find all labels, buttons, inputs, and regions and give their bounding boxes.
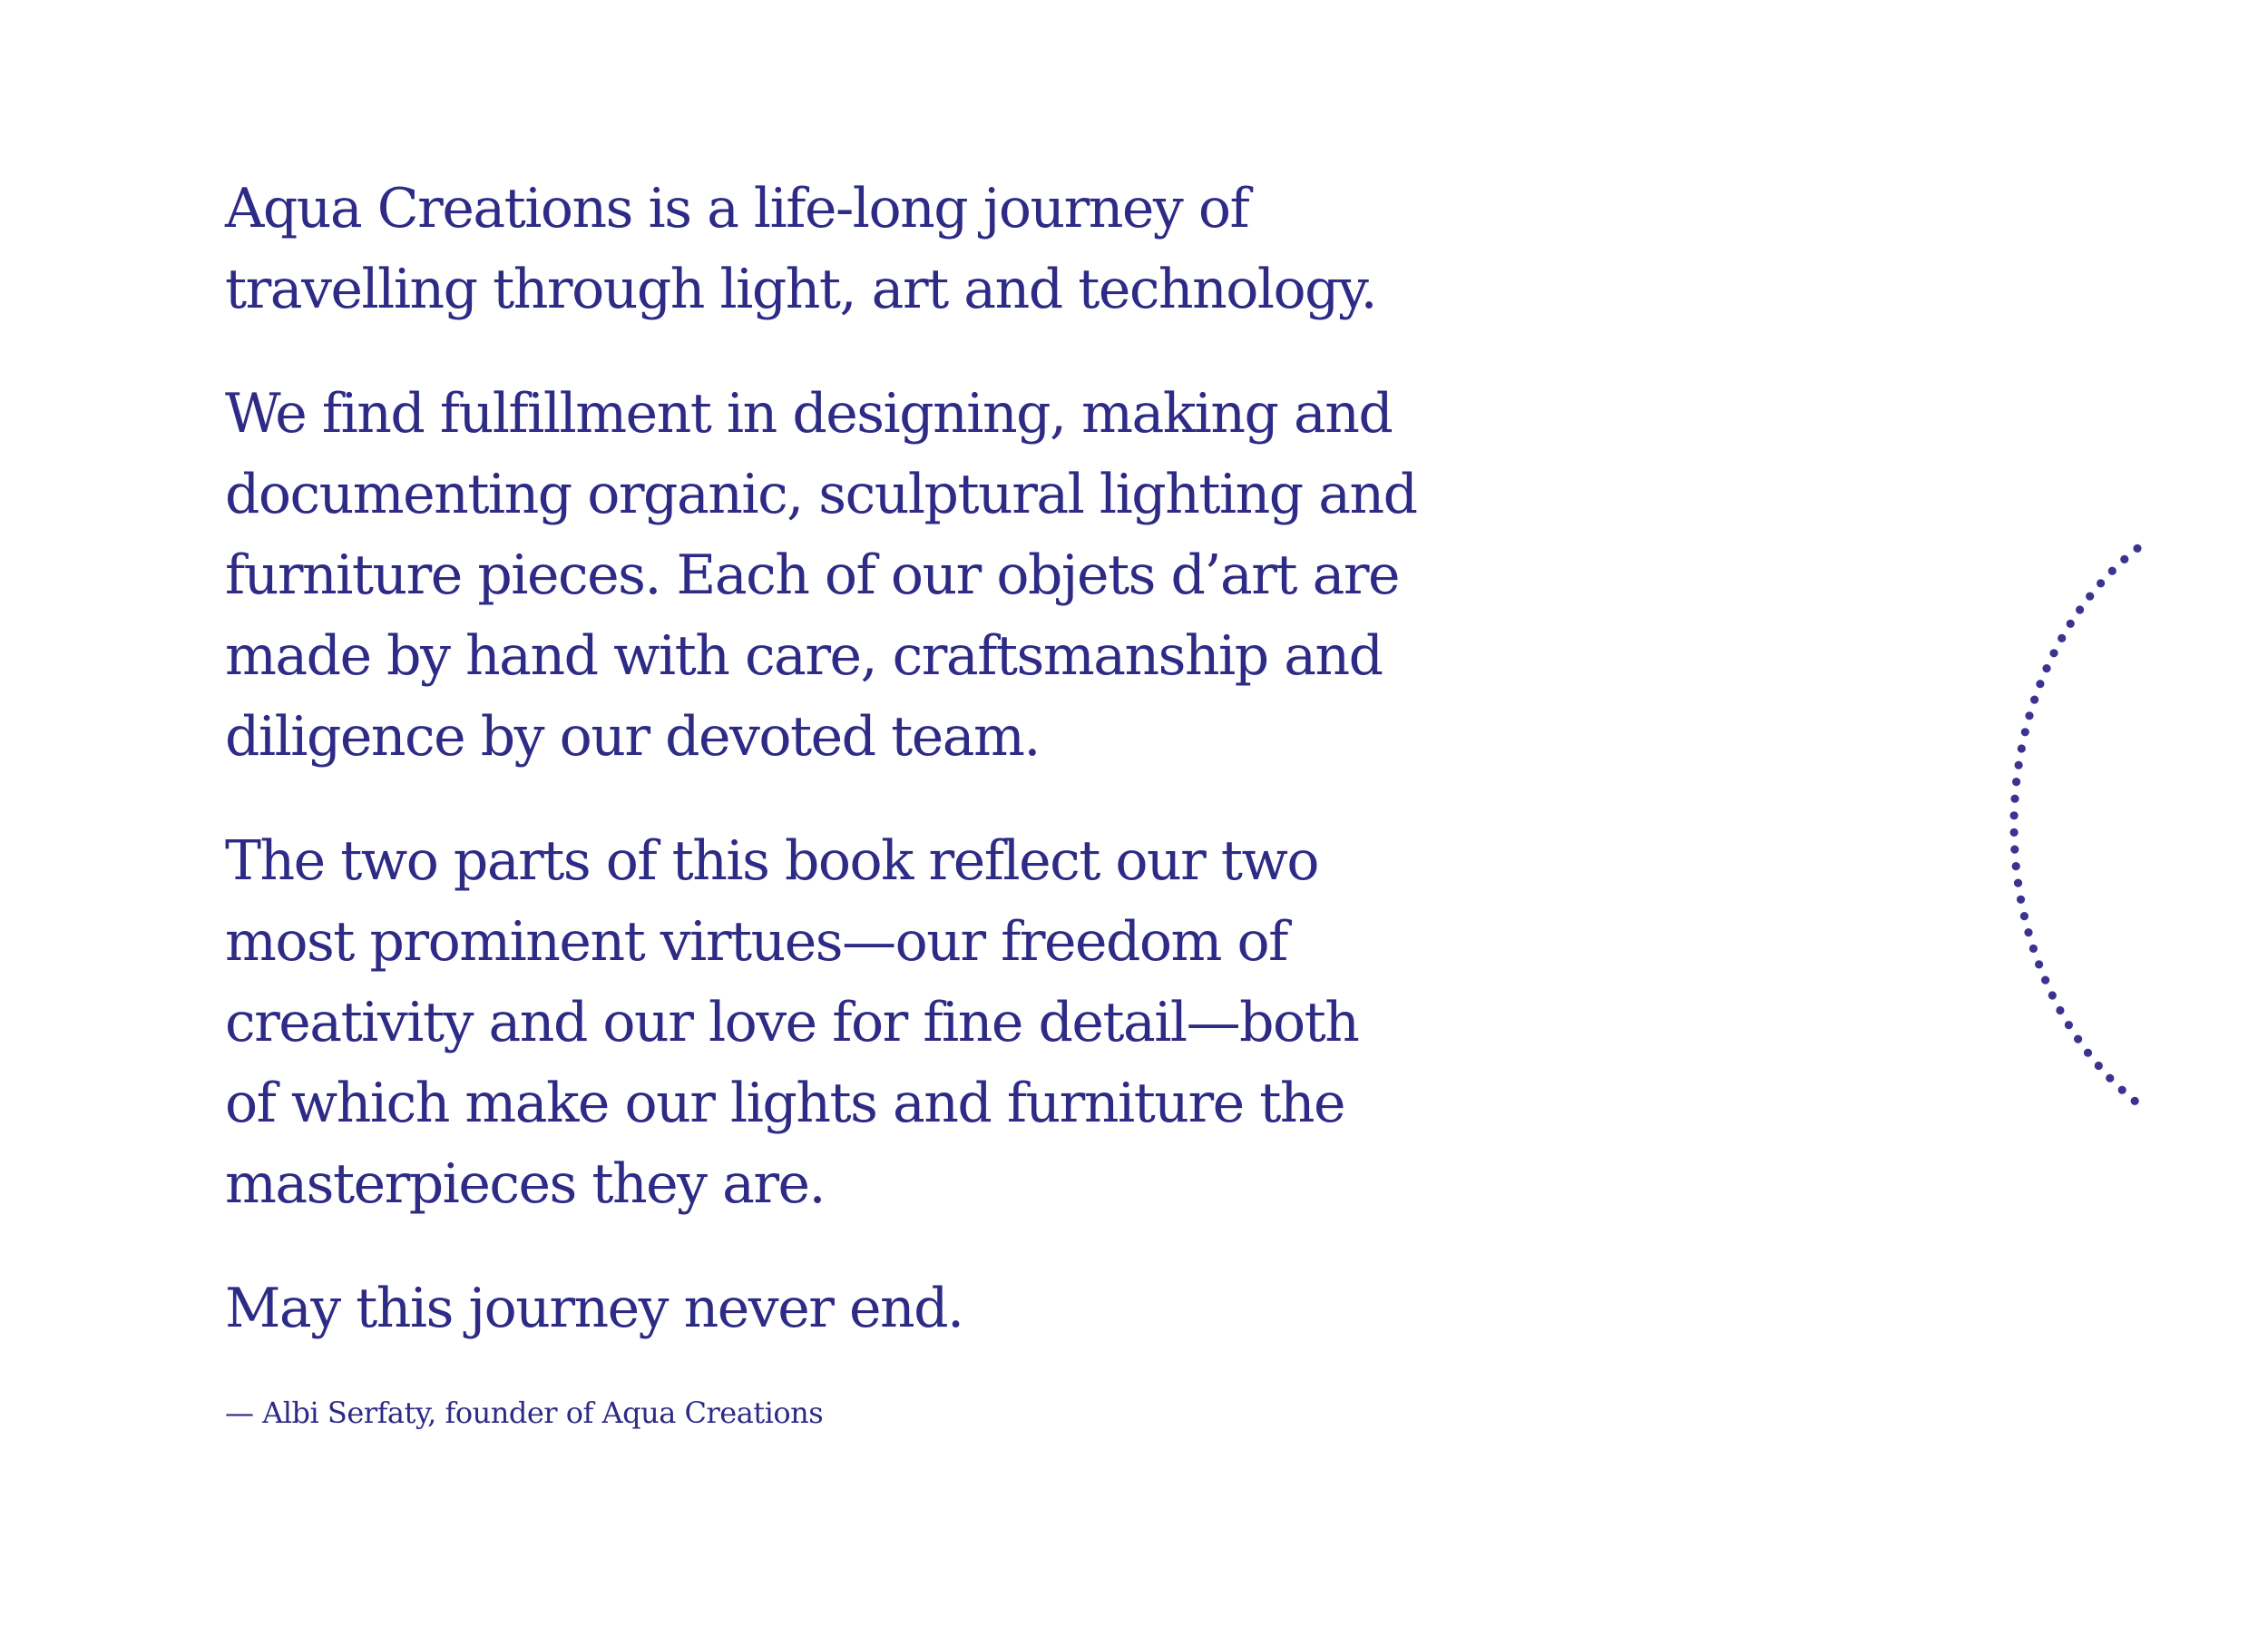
arc-dot [2018, 744, 2026, 752]
dotted-arc-dots [2010, 544, 2142, 1105]
arc-dot [2035, 960, 2043, 968]
arc-dot [2021, 728, 2029, 736]
arc-dot [2048, 991, 2057, 999]
arc-dot [2012, 862, 2020, 870]
intro-paragraph-4: May this journey never end. [225, 1277, 963, 1340]
arc-dot [2010, 846, 2019, 854]
arc-dot [2118, 1086, 2126, 1094]
arc-dot [2086, 593, 2094, 601]
arc-dot [2131, 1097, 2139, 1105]
arc-dot [2030, 696, 2038, 704]
intro-paragraph-2: We find fulfillment in designing, making and documenting organic, sculptural lighting and furniture pieces. Each of our objets d’art are made by hand with care, craftsmanship and diligence by our devoted team. [225, 382, 1417, 769]
arc-dot [2041, 976, 2049, 985]
arc-dot [2010, 828, 2019, 837]
arc-dot [2120, 555, 2128, 563]
arc-dot [2010, 811, 2019, 819]
intro-paragraph-1: Aqua Creations is a life-long journey of travelling through light, art and technology. [225, 177, 1377, 321]
arc-dot [2010, 795, 2019, 803]
arc-dot [2095, 1062, 2103, 1070]
intro-paragraph-3: The two parts of this book reflect our two most prominent virtues—our freedom of creativity and our love for fine detail—both of which make our lights and furniture the masterpieces they are. [225, 829, 1359, 1216]
arc-dot [2017, 896, 2025, 904]
arc-dot [2042, 664, 2050, 672]
arc-dot [2108, 567, 2116, 575]
arc-dot [2084, 1049, 2092, 1057]
arc-dot [2025, 711, 2033, 720]
arc-dot [2133, 544, 2141, 553]
arc-dot [2014, 879, 2022, 887]
arc-dot [2015, 761, 2023, 769]
arc-dot [2012, 778, 2020, 786]
arc-dot [2097, 579, 2105, 587]
arc-dot [2067, 620, 2075, 628]
arc-dot [2058, 634, 2066, 642]
arc-dot [2065, 1021, 2073, 1029]
arc-dot [2076, 605, 2084, 613]
arc-dot [2056, 1006, 2064, 1014]
arc-dot [2106, 1074, 2114, 1083]
attribution: — Albi Serfaty, founder of Aqua Creations [225, 1396, 824, 1430]
arc-dot [2029, 945, 2038, 953]
arc-dot [2020, 912, 2028, 920]
arc-dot [2036, 680, 2044, 688]
intro-text-block [225, 169, 1495, 1433]
arc-dot [2074, 1035, 2082, 1043]
arc-dot [2024, 928, 2032, 936]
arc-dot [2049, 649, 2058, 657]
